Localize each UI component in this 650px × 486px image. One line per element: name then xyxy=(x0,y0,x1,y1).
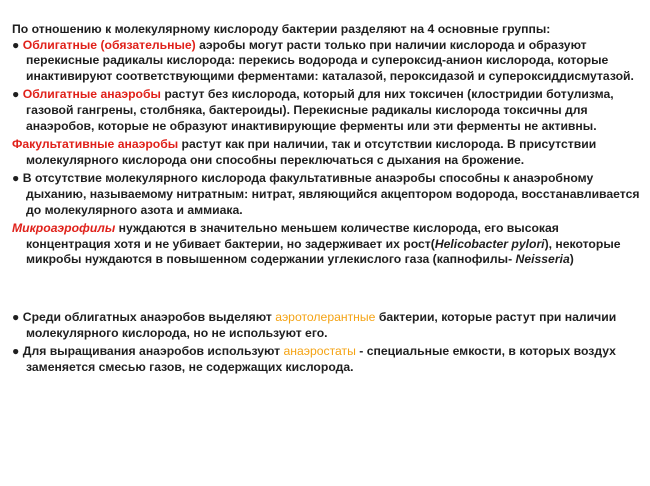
term-facultative-anaerobes: Факультативные анаэробы xyxy=(12,137,179,152)
paragraph-nitrate-respiration xyxy=(12,171,642,218)
species-neisseria: Neisseria xyxy=(515,252,570,267)
paragraph-text: Среди облигатных анаэробов выделяют xyxy=(22,309,276,324)
paragraph-text: аэробы могут расти только при наличии кислорода и образуют перекисные радикалы кислорода: перекись водорода и супероксид-анион кислорода, которые инактивируют соответствующими ферментами: каталазой, пероксидазой и супероксиддисмутазой. xyxy=(26,37,634,83)
slide-content xyxy=(12,22,642,375)
paragraph-anaerostats xyxy=(12,344,642,375)
bullet-icon: ● xyxy=(12,87,20,102)
term-anaerostats: анаэростаты xyxy=(283,344,356,359)
paragraph-text: нуждаются в значительно меньшем количестве кислорода, его высокая концентрация хотя и не убивает бактерии, но задерживает их рост( xyxy=(26,221,559,251)
paragraph-text: растут как при наличии, так и отсутствии кислорода. В присутствии молекулярного кислорода они способны переключаться с дыхания на брожение. xyxy=(26,137,597,167)
paragraph-text: растут без кислорода, который для них токсичен (клостридии ботулизма, газовой гангрены, столбняка, бактероиды). Перекисные радикалы кислорода токсичны для анаэробов, которые не образуют инактивирующие ферменты или эти ферменты не активны. xyxy=(26,87,614,133)
paragraph-text: - специальные емкости, в которых воздух заменяется смесью газов, не содержащих кислорода. xyxy=(26,344,616,374)
bullet-icon: ● xyxy=(12,344,20,359)
paragraph-text: ), некоторые микробы нуждаются в повышенном содержании углекислого газа (капнофилы- xyxy=(26,236,621,267)
paragraph-text: В отсутствие молекулярного кислорода факультативные анаэробы способны к анаэробному дыханию, называемому нитратным: нитрат, являющийся акцептором водорода, восстанавливается до молекулярного азота и аммиака. xyxy=(22,171,640,217)
species-helicobacter: Helicobacter pylori xyxy=(434,236,545,251)
intro-label: По отношению к молекулярному кислороду бактерии разделяют на 4 основные группы: xyxy=(12,22,551,36)
term-aerotolerant: аэротолерантные xyxy=(275,309,376,324)
paragraph-obligate-anaerobes xyxy=(12,87,642,134)
paragraph-aerotolerant xyxy=(12,310,642,341)
bullet-icon: ● xyxy=(12,171,20,186)
bullet-icon: ● xyxy=(12,37,20,52)
paragraph-text: ) xyxy=(569,252,574,267)
intro-text xyxy=(12,22,642,38)
term-microaerophiles: Микроаэрофилы xyxy=(12,221,116,236)
paragraph-text: бактерии, которые растут при наличии молекулярного кислорода, но не используют его. xyxy=(26,309,617,340)
term-obligate-aerobes: Облигатные (обязательные) xyxy=(22,37,196,52)
bullet-icon: ● xyxy=(12,309,20,324)
paragraph-facultative-anaerobes xyxy=(12,137,642,168)
paragraph-obligate-aerobes xyxy=(12,38,642,85)
paragraph-microaerophiles xyxy=(12,221,642,268)
term-obligate-anaerobes: Облигатные анаэробы xyxy=(22,87,161,102)
paragraph-text: Для выращивания анаэробов используют xyxy=(22,344,284,359)
